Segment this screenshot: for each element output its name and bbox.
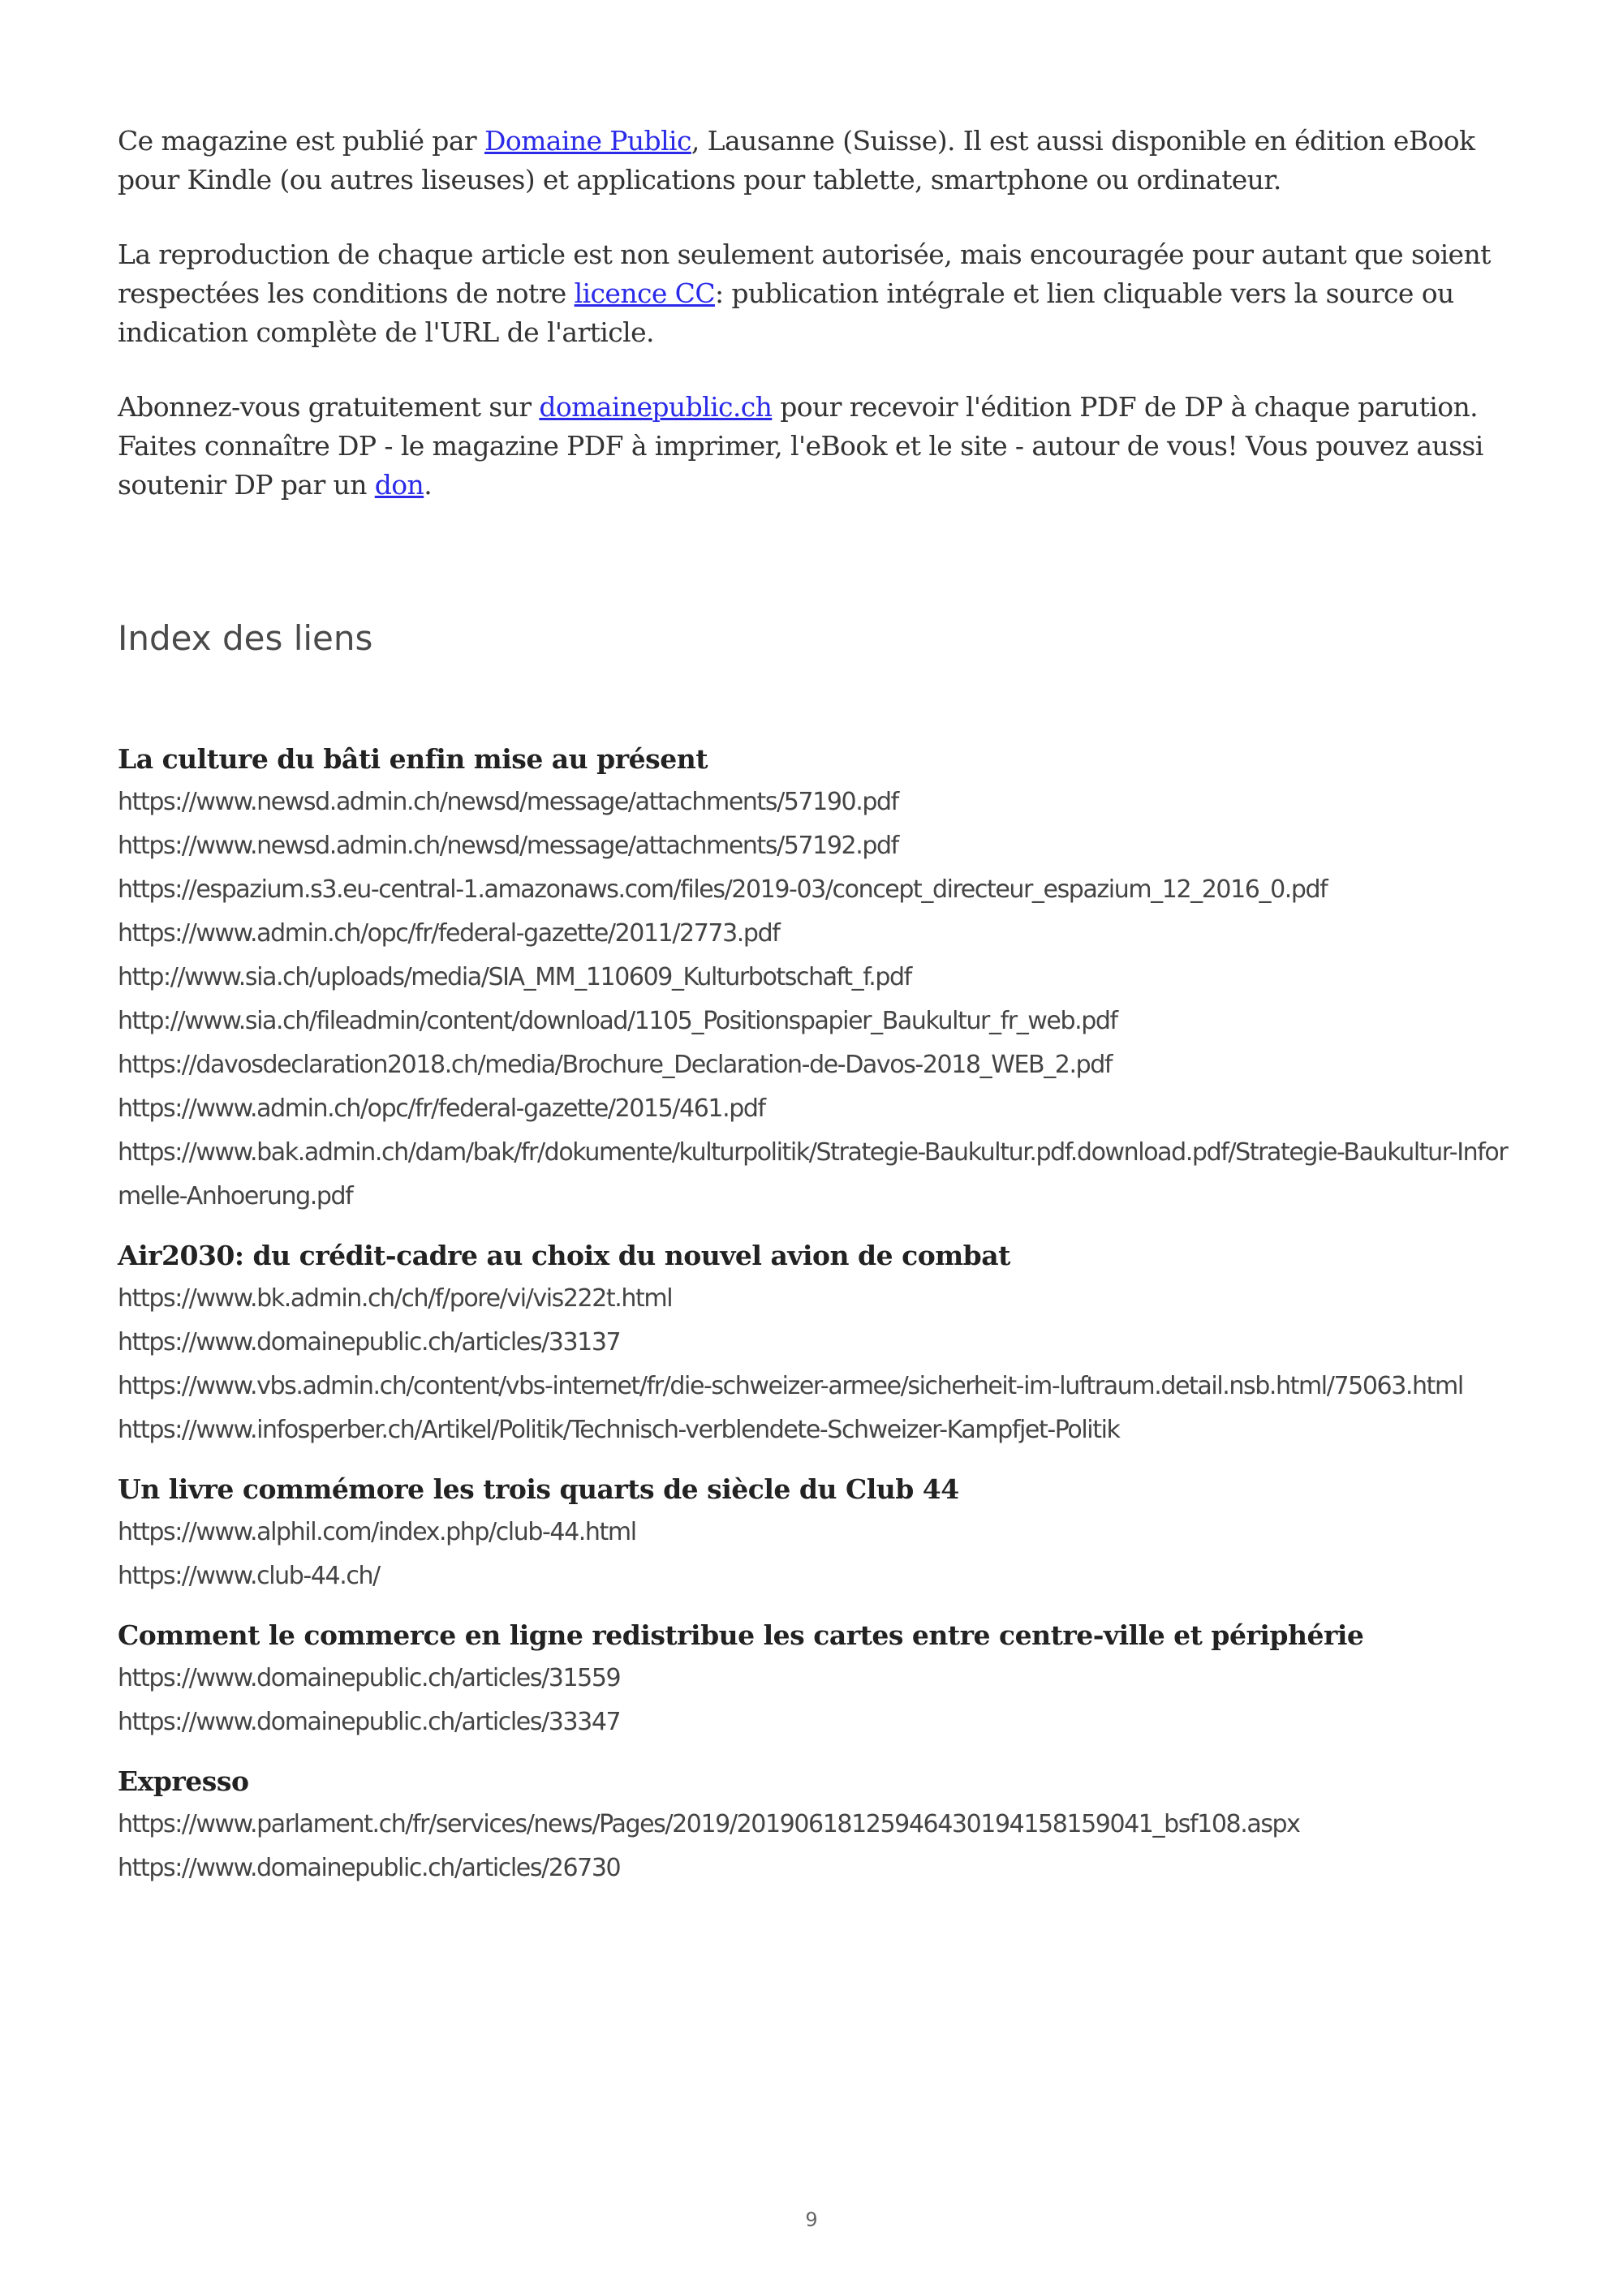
article-link-group [118,1615,1513,1744]
document-page [118,122,1513,1882]
page-number: 9 [805,2208,818,2231]
text: , Lausanne (Suisse). Il est aussi disponible en édition eBook pour Kindle (ou autres liseuses) et applications pour tablette, smartphone ou ordinateur. [118,125,1475,196]
url-link[interactable]: https://www.bk.admin.ch/ch/f/pore/vi/vis222t.html [118,1284,673,1313]
link-index [118,738,1513,1907]
intro-paragraph-subscribe [118,388,1513,505]
don-link[interactable]: don [374,469,424,501]
url-link[interactable]: http://www.sia.ch/fileadmin/content/download/1105_Positionspapier_Baukultur_fr_web.pdf [118,1007,1117,1035]
url-link[interactable]: https://davosdeclaration2018.ch/media/Brochure_Declaration-de-Davos-2018_WEB_2.pdf [118,1051,1113,1079]
url-link[interactable]: https://www.newsd.admin.ch/newsd/message/attachments/57190.pdf [118,788,898,816]
url-link[interactable]: https://www.bak.admin.ch/dam/bak/fr/dokumente/kulturpolitik/Strategie-Baukultur.pdf.download.pdf/Strategie-Baukultur-Informelle-Anhoerung.pdf [118,1138,1508,1210]
url-link[interactable]: https://www.admin.ch/opc/fr/federal-gazette/2015/461.pdf [118,1094,765,1123]
url-link[interactable]: https://www.domainepublic.ch/articles/31559 [118,1664,621,1692]
article-title: Expresso [118,1765,249,1797]
url-link[interactable]: https://www.newsd.admin.ch/newsd/message/attachments/57192.pdf [118,832,898,860]
article-link-group [118,1468,1513,1598]
url-link[interactable]: https://www.vbs.admin.ch/content/vbs-internet/fr/die-schweizer-armee/sicherheit-im-luftraum.detail.nsb.html/75063.html [118,1372,1463,1400]
url-link[interactable]: https://www.domainepublic.ch/articles/26730 [118,1854,621,1882]
url-link[interactable]: https://www.domainepublic.ch/articles/33347 [118,1708,621,1736]
url-link[interactable]: https://www.alphil.com/index.php/club-44.html [118,1518,636,1546]
article-title: Air2030: du crédit-cadre au choix du nouvel avion de combat [118,1240,1010,1271]
article-title: La culture du bâti enfin mise au présent [118,743,708,775]
url-link[interactable]: http://www.sia.ch/uploads/media/SIA_MM_110609_Kulturbotschaft_f.pdf [118,963,911,991]
index-title: Index des liens [118,618,373,658]
article-title: Un livre commémore les trois quarts de siècle du Club 44 [118,1473,959,1505]
article-link-group [118,1761,1513,1890]
url-link[interactable]: https://www.domainepublic.ch/articles/33137 [118,1328,621,1357]
text: pour recevoir l'édition PDF de DP à chaque parution. Faites connaître DP - le magazine PDF à imprimer, l'eBook et le site - autour de vous! Vous pouvez aussi soutenir DP par un [118,391,1483,501]
article-link-group [118,738,1513,1219]
intro-paragraph-publisher [118,122,1513,200]
text: : publication intégrale et lien cliquable vers la source ou indication complète de l'URL de l'article. [118,277,1454,348]
article-link-group [118,1235,1513,1452]
url-link[interactable]: https://www.parlament.ch/fr/services/news/Pages/2019/20190618125946430194158159041_bsf108.aspx [118,1810,1300,1838]
intro-paragraph-license [118,235,1513,352]
article-title: Comment le commerce en ligne redistribue les cartes entre centre-ville et périphérie [118,1619,1364,1651]
url-link[interactable]: https://www.admin.ch/opc/fr/federal-gazette/2011/2773.pdf [118,919,780,948]
licence-cc-link[interactable]: licence CC [574,277,715,309]
text: Abonnez-vous gratuitement sur [118,391,540,423]
text: . [424,469,433,501]
url-link[interactable]: https://espazium.s3.eu-central-1.amazonaws.com/files/2019-03/concept_directeur_espazium_12_2016_0.pdf [118,875,1328,904]
domaine-public-link[interactable]: Domaine Public [484,125,691,157]
domainepublic-link[interactable]: domainepublic.ch [539,391,773,423]
url-link[interactable]: https://www.club-44.ch/ [118,1562,380,1590]
text: La reproduction de chaque article est non seulement autorisée, mais encouragée pour autant que soient respectées les conditions de notre [118,239,1491,309]
text: Ce magazine est publié par [118,125,484,157]
url-link[interactable]: https://www.infosperber.ch/Artikel/Politik/Technisch-verblendete-Schweizer-Kampfjet-Politik [118,1416,1120,1444]
